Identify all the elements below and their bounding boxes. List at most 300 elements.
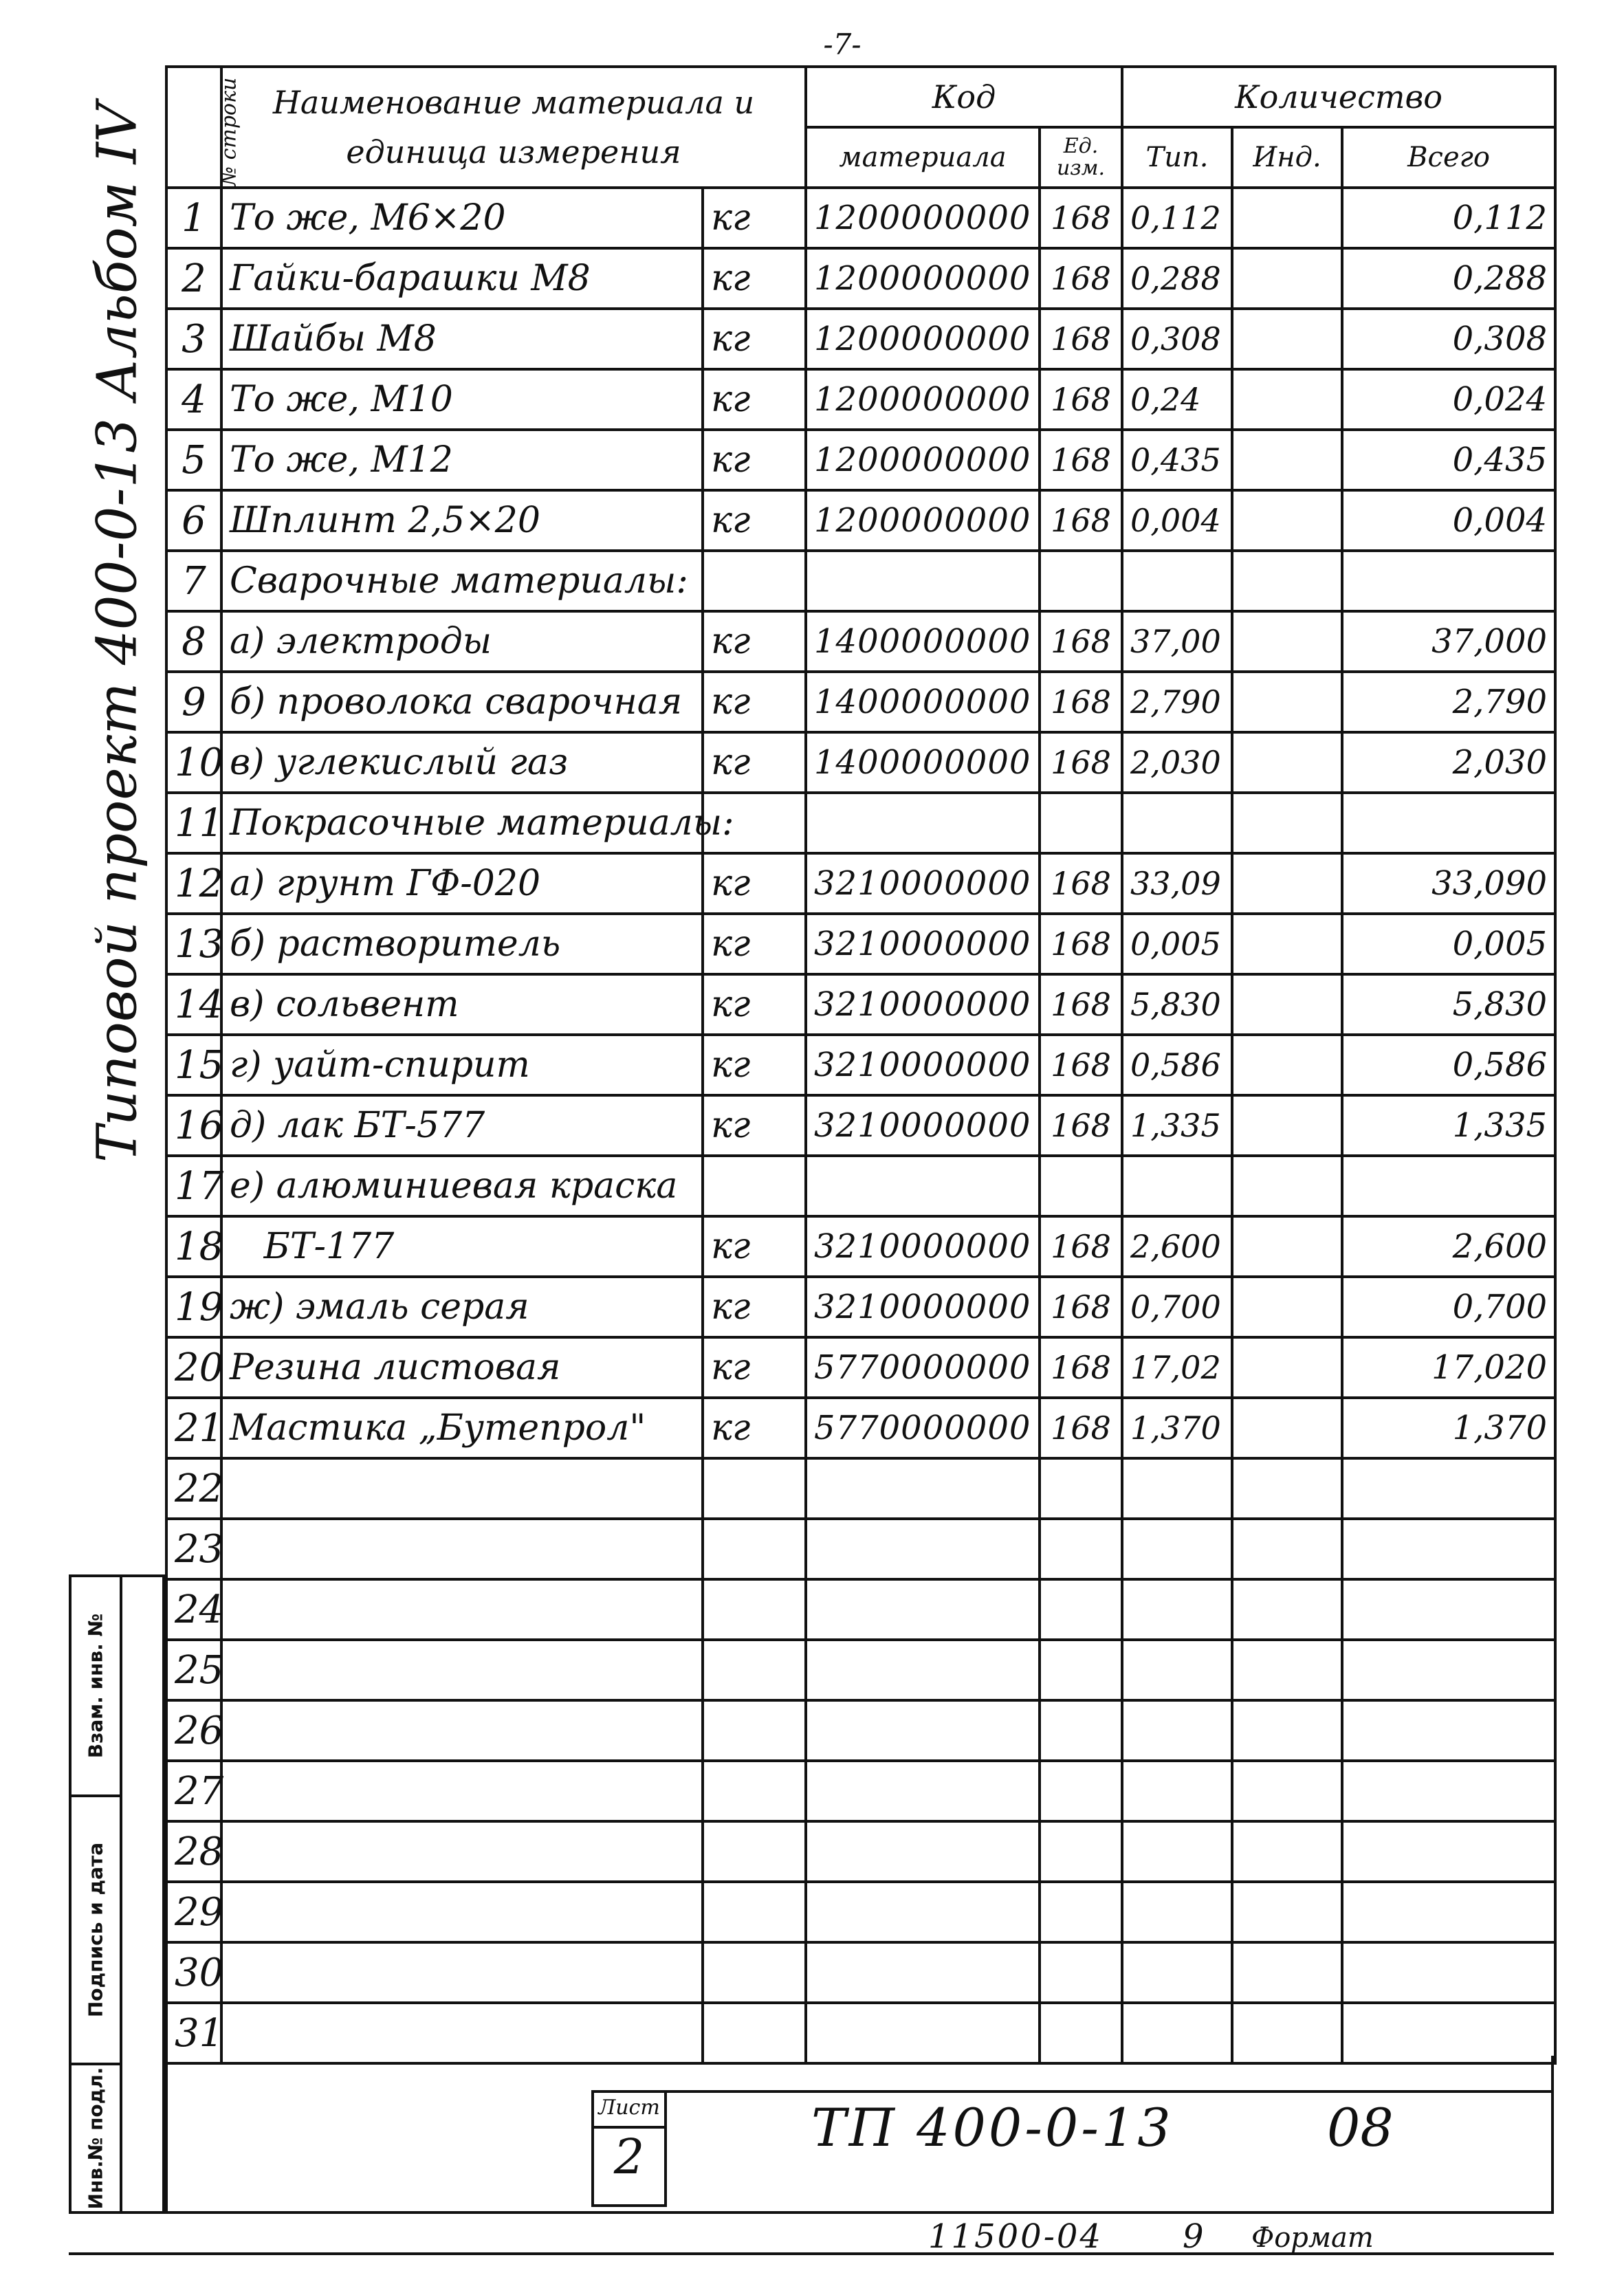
cell-name — [221, 1700, 703, 1761]
materials-table — [165, 65, 1557, 2065]
cell-typ — [1122, 1700, 1232, 1761]
cell-total — [1342, 1519, 1555, 1579]
side-field-replace — [72, 1577, 120, 1797]
table-row — [166, 793, 1555, 853]
table-row — [166, 1095, 1555, 1156]
cell-unit: кг — [703, 248, 806, 309]
cell-code: 3210000000 — [806, 1095, 1040, 1156]
side-stamp-box — [69, 1574, 165, 2214]
cell-code — [806, 1942, 1040, 2003]
cell-typ: 0,288 — [1122, 248, 1232, 309]
cell-name: е) алюминиевая краска — [221, 1156, 703, 1216]
cell-typ: 0,004 — [1122, 490, 1232, 551]
cell-typ: 2,790 — [1122, 672, 1232, 732]
cell-ind — [1232, 1277, 1342, 1337]
cell-unit: кг — [703, 369, 806, 430]
cell-name: ж) эмаль серая — [221, 1277, 703, 1337]
table-row — [166, 1519, 1555, 1579]
cell-name: Покрасочные материалы: — [221, 793, 703, 853]
cell-total: 0,435 — [1342, 430, 1555, 490]
cell-total — [1342, 1458, 1555, 1519]
cell-ind — [1232, 611, 1342, 672]
cell-ind — [1232, 309, 1342, 369]
table-row — [166, 974, 1555, 1035]
cell-ind — [1232, 1398, 1342, 1458]
cell-n: 18 — [166, 1216, 221, 1277]
cell-code — [806, 1458, 1040, 1519]
cell-unit: кг — [703, 1337, 806, 1398]
cell-ind — [1232, 1821, 1342, 1882]
cell-unit: кг — [703, 1095, 806, 1156]
cell-name — [221, 1579, 703, 1640]
cell-unit — [703, 1882, 806, 1942]
cell-code — [806, 1640, 1040, 1700]
cell-code: 1200000000 — [806, 188, 1040, 248]
cell-total: 0,112 — [1342, 188, 1555, 248]
cell-meas: 168 — [1040, 309, 1122, 369]
side-field-signature-label: Подпись и дата — [84, 1842, 107, 2018]
cell-typ: 0,435 — [1122, 430, 1232, 490]
cell-ind — [1232, 914, 1342, 974]
cell-total: 0,288 — [1342, 248, 1555, 309]
cell-typ — [1122, 1579, 1232, 1640]
cell-typ — [1122, 793, 1232, 853]
cell-code: 3210000000 — [806, 1035, 1040, 1095]
cell-meas: 168 — [1040, 853, 1122, 914]
cell-typ: 33,09 — [1122, 853, 1232, 914]
cell-unit — [703, 1458, 806, 1519]
cell-name — [221, 1519, 703, 1579]
cell-meas: 168 — [1040, 732, 1122, 793]
cell-typ: 0,308 — [1122, 309, 1232, 369]
cell-unit: кг — [703, 188, 806, 248]
cell-total — [1342, 1156, 1555, 1216]
cell-name: Гайки-барашки М8 — [221, 248, 703, 309]
cell-total: 1,370 — [1342, 1398, 1555, 1458]
cell-unit — [703, 551, 806, 611]
side-field-inventory — [72, 2065, 120, 2211]
cell-ind — [1232, 1216, 1342, 1277]
cell-unit — [703, 1579, 806, 1640]
table-row — [166, 732, 1555, 793]
cell-ind — [1232, 248, 1342, 309]
cell-total: 0,586 — [1342, 1035, 1555, 1095]
cell-typ: 0,112 — [1122, 188, 1232, 248]
cell-code — [806, 1761, 1040, 1821]
side-field-signature — [72, 1797, 120, 2065]
cell-n: 3 — [166, 309, 221, 369]
cell-name: Мастика „Бутепрол" — [221, 1398, 703, 1458]
table-row — [166, 1761, 1555, 1821]
table-row — [166, 1398, 1555, 1458]
cell-ind — [1232, 1519, 1342, 1579]
cell-name: г) уайт-спирит — [221, 1035, 703, 1095]
cell-unit: кг — [703, 1398, 806, 1458]
cell-ind — [1232, 1458, 1342, 1519]
cell-meas: 168 — [1040, 369, 1122, 430]
sheet-label: Лист — [594, 2093, 664, 2129]
cell-typ: 2,030 — [1122, 732, 1232, 793]
cell-n: 26 — [166, 1700, 221, 1761]
cell-code: 1200000000 — [806, 248, 1040, 309]
cell-typ — [1122, 1519, 1232, 1579]
cell-name — [221, 1761, 703, 1821]
cell-name: Резина листовая — [221, 1337, 703, 1398]
cell-meas — [1040, 1942, 1122, 2003]
footer-code: 11500-04 — [928, 2217, 1103, 2256]
cell-meas — [1040, 1761, 1122, 1821]
cell-total — [1342, 1761, 1555, 1821]
cell-name: а) электроды — [221, 611, 703, 672]
table-row — [166, 309, 1555, 369]
cell-code: 3210000000 — [806, 853, 1040, 914]
page-number: -7- — [823, 28, 862, 61]
header-qty-total: Всего — [1342, 127, 1555, 188]
cell-code: 3210000000 — [806, 974, 1040, 1035]
cell-n: 16 — [166, 1095, 221, 1156]
sheet-number: 2 — [613, 2129, 645, 2185]
cell-ind — [1232, 853, 1342, 914]
cell-total: 2,790 — [1342, 672, 1555, 732]
table-row — [166, 1942, 1555, 2003]
cell-meas — [1040, 1640, 1122, 1700]
cell-unit — [703, 1700, 806, 1761]
cell-code — [806, 1882, 1040, 1942]
cell-total: 1,335 — [1342, 1095, 1555, 1156]
header-code: Код — [806, 67, 1122, 127]
doc-page: 08 — [1327, 2097, 1394, 2158]
cell-unit — [703, 1761, 806, 1821]
cell-meas — [1040, 1821, 1122, 1882]
table-row — [166, 1882, 1555, 1942]
cell-n: 22 — [166, 1458, 221, 1519]
cell-code: 3210000000 — [806, 1216, 1040, 1277]
table-row — [166, 1156, 1555, 1216]
cell-name: Шайбы М8 — [221, 309, 703, 369]
cell-name — [221, 1821, 703, 1882]
table-row — [166, 1458, 1555, 1519]
table-row — [166, 490, 1555, 551]
cell-ind — [1232, 1035, 1342, 1095]
cell-name: Шплинт 2,5×20 — [221, 490, 703, 551]
cell-n: 25 — [166, 1640, 221, 1700]
cell-typ: 2,600 — [1122, 1216, 1232, 1277]
cell-total: 0,024 — [1342, 369, 1555, 430]
table-row — [166, 672, 1555, 732]
table-row — [166, 914, 1555, 974]
cell-meas: 168 — [1040, 248, 1122, 309]
cell-typ: 0,24 — [1122, 369, 1232, 430]
cell-total: 0,308 — [1342, 309, 1555, 369]
cell-code — [806, 1519, 1040, 1579]
cell-typ — [1122, 1942, 1232, 2003]
cell-name — [221, 1942, 703, 2003]
cell-n: 8 — [166, 611, 221, 672]
cell-n: 23 — [166, 1519, 221, 1579]
cell-n: 27 — [166, 1761, 221, 1821]
table-row — [166, 369, 1555, 430]
cell-total — [1342, 1821, 1555, 1882]
cell-unit: кг — [703, 732, 806, 793]
cell-n: 21 — [166, 1398, 221, 1458]
cell-unit — [703, 1519, 806, 1579]
cell-code: 5770000000 — [806, 1337, 1040, 1398]
cell-meas — [1040, 1700, 1122, 1761]
cell-n: 30 — [166, 1942, 221, 2003]
cell-ind — [1232, 188, 1342, 248]
cell-code: 5770000000 — [806, 1398, 1040, 1458]
cell-n: 31 — [166, 2003, 221, 2063]
cell-name — [221, 1458, 703, 1519]
cell-n: 1 — [166, 188, 221, 248]
cell-total — [1342, 1942, 1555, 2003]
table-row — [166, 1700, 1555, 1761]
cell-meas: 168 — [1040, 1035, 1122, 1095]
cell-total — [1342, 551, 1555, 611]
cell-total — [1342, 1640, 1555, 1700]
cell-n: 7 — [166, 551, 221, 611]
side-title — [65, 83, 168, 1183]
cell-meas: 168 — [1040, 1216, 1122, 1277]
cell-code: 3210000000 — [806, 1277, 1040, 1337]
cell-typ: 5,830 — [1122, 974, 1232, 1035]
cell-n: 14 — [166, 974, 221, 1035]
cell-unit — [703, 1942, 806, 2003]
table-row — [166, 430, 1555, 490]
cell-n: 17 — [166, 1156, 221, 1216]
cell-n: 20 — [166, 1337, 221, 1398]
cell-code: 1400000000 — [806, 672, 1040, 732]
sheet-box — [591, 2090, 667, 2207]
footer-format: Формат — [1251, 2222, 1374, 2254]
cell-meas: 168 — [1040, 914, 1122, 974]
cell-unit: кг — [703, 1216, 806, 1277]
side-field-inventory-label: Инв.№ подл. — [84, 2067, 107, 2210]
header-code-material: материала — [806, 127, 1040, 188]
cell-ind — [1232, 1640, 1342, 1700]
cell-unit — [703, 1640, 806, 1700]
header-row-1 — [166, 67, 1555, 127]
header-qty-ind: Инд. — [1232, 127, 1342, 188]
cell-unit: кг — [703, 974, 806, 1035]
cell-meas: 168 — [1040, 1277, 1122, 1337]
table-row — [166, 853, 1555, 914]
cell-total — [1342, 1579, 1555, 1640]
table-row — [166, 1337, 1555, 1398]
cell-unit: кг — [703, 1277, 806, 1337]
cell-ind — [1232, 1579, 1342, 1640]
cell-code — [806, 1700, 1040, 1761]
cell-code: 1400000000 — [806, 732, 1040, 793]
cell-total: 17,020 — [1342, 1337, 1555, 1398]
cell-n: 4 — [166, 369, 221, 430]
cell-meas: 168 — [1040, 672, 1122, 732]
cell-total: 37,000 — [1342, 611, 1555, 672]
cell-ind — [1232, 1761, 1342, 1821]
cell-meas — [1040, 793, 1122, 853]
cell-meas — [1040, 1882, 1122, 1942]
cell-name: а) грунт ГФ-020 — [221, 853, 703, 914]
cell-code: 1200000000 — [806, 490, 1040, 551]
cell-code — [806, 2003, 1040, 2063]
cell-unit: кг — [703, 430, 806, 490]
cell-meas — [1040, 2003, 1122, 2063]
cell-ind — [1232, 551, 1342, 611]
cell-meas: 168 — [1040, 1398, 1122, 1458]
table-row — [166, 1216, 1555, 1277]
cell-meas: 168 — [1040, 430, 1122, 490]
cell-name — [221, 2003, 703, 2063]
doc-code: ТП 400-0-13 — [811, 2097, 1174, 2158]
cell-meas: 168 — [1040, 974, 1122, 1035]
cell-ind — [1232, 490, 1342, 551]
cell-ind — [1232, 1095, 1342, 1156]
cell-code: 1200000000 — [806, 369, 1040, 430]
cell-ind — [1232, 1882, 1342, 1942]
cell-meas: 168 — [1040, 490, 1122, 551]
table-row — [166, 1579, 1555, 1640]
cell-typ: 0,700 — [1122, 1277, 1232, 1337]
cell-ind — [1232, 369, 1342, 430]
cell-ind — [1232, 2003, 1342, 2063]
cell-unit: кг — [703, 672, 806, 732]
cell-total: 2,030 — [1342, 732, 1555, 793]
cell-meas — [1040, 1156, 1122, 1216]
cell-code — [806, 1579, 1040, 1640]
cell-total — [1342, 2003, 1555, 2063]
cell-n: 6 — [166, 490, 221, 551]
cell-unit: кг — [703, 611, 806, 672]
cell-meas — [1040, 551, 1122, 611]
cell-n: 10 — [166, 732, 221, 793]
cell-n: 28 — [166, 1821, 221, 1882]
cell-code — [806, 793, 1040, 853]
cell-name: То же, М6×20 — [221, 188, 703, 248]
cell-typ: 1,335 — [1122, 1095, 1232, 1156]
header-name: Наименование материала и единица измерения — [221, 67, 806, 188]
cell-code: 3210000000 — [806, 914, 1040, 974]
cell-n: 24 — [166, 1579, 221, 1640]
cell-total — [1342, 793, 1555, 853]
cell-total: 0,700 — [1342, 1277, 1555, 1337]
cell-typ: 1,370 — [1122, 1398, 1232, 1458]
cell-meas: 168 — [1040, 611, 1122, 672]
cell-typ — [1122, 1882, 1232, 1942]
cell-n: 2 — [166, 248, 221, 309]
cell-code — [806, 1821, 1040, 1882]
table-row — [166, 248, 1555, 309]
cell-name — [221, 1640, 703, 1700]
cell-total: 5,830 — [1342, 974, 1555, 1035]
cell-unit — [703, 1821, 806, 1882]
cell-typ — [1122, 551, 1232, 611]
cell-typ — [1122, 1761, 1232, 1821]
table-body — [166, 188, 1555, 2063]
cell-n: 19 — [166, 1277, 221, 1337]
header-quantity: Количество — [1122, 67, 1555, 127]
cell-name: в) сольвент — [221, 974, 703, 1035]
cell-code — [806, 551, 1040, 611]
cell-n: 9 — [166, 672, 221, 732]
cell-typ: 0,005 — [1122, 914, 1232, 974]
cell-ind — [1232, 732, 1342, 793]
cell-name: БТ-177 — [221, 1216, 703, 1277]
cell-meas: 168 — [1040, 1337, 1122, 1398]
title-block-divider — [667, 2090, 1554, 2093]
cell-total: 33,090 — [1342, 853, 1555, 914]
cell-ind — [1232, 974, 1342, 1035]
cell-name: д) лак БТ-577 — [221, 1095, 703, 1156]
side-stamp-divider — [120, 1577, 122, 2211]
cell-n: 5 — [166, 430, 221, 490]
cell-name: б) растворитель — [221, 914, 703, 974]
cell-meas — [1040, 1519, 1122, 1579]
cell-typ — [1122, 1156, 1232, 1216]
cell-typ: 17,02 — [1122, 1337, 1232, 1398]
footer-number: 9 — [1183, 2217, 1204, 2256]
cell-unit: кг — [703, 1035, 806, 1095]
cell-typ: 37,00 — [1122, 611, 1232, 672]
cell-total — [1342, 1700, 1555, 1761]
table-row — [166, 1640, 1555, 1700]
cell-name — [221, 1882, 703, 1942]
cell-typ: 0,586 — [1122, 1035, 1232, 1095]
cell-ind — [1232, 430, 1342, 490]
header-qty-typ: Тип. — [1122, 127, 1232, 188]
cell-n: 15 — [166, 1035, 221, 1095]
table-row — [166, 611, 1555, 672]
cell-ind — [1232, 1700, 1342, 1761]
table-row — [166, 1821, 1555, 1882]
cell-n: 11 — [166, 793, 221, 853]
cell-ind — [1232, 1337, 1342, 1398]
cell-name: в) углекислый газ — [221, 732, 703, 793]
cell-unit: кг — [703, 309, 806, 369]
cell-meas — [1040, 1579, 1122, 1640]
cell-ind — [1232, 1156, 1342, 1216]
cell-name: То же, М12 — [221, 430, 703, 490]
cell-total: 2,600 — [1342, 1216, 1555, 1277]
cell-meas — [1040, 1458, 1122, 1519]
cell-typ — [1122, 2003, 1232, 2063]
cell-unit: кг — [703, 490, 806, 551]
cell-meas: 168 — [1040, 1095, 1122, 1156]
cell-total — [1342, 1882, 1555, 1942]
cell-typ — [1122, 1640, 1232, 1700]
cell-unit: кг — [703, 853, 806, 914]
cell-unit: кг — [703, 914, 806, 974]
header-code-unit: Ед. изм. — [1040, 127, 1122, 188]
cell-name: То же, М10 — [221, 369, 703, 430]
side-title-text: Типовой проект 400-0-13 Альбом IV — [85, 102, 149, 1163]
cell-ind — [1232, 793, 1342, 853]
cell-code — [806, 1156, 1040, 1216]
cell-n: 29 — [166, 1882, 221, 1942]
cell-total: 0,004 — [1342, 490, 1555, 551]
cell-unit — [703, 2003, 806, 2063]
header-row-no: № строки — [166, 67, 221, 188]
table-row — [166, 2003, 1555, 2063]
table-row — [166, 1277, 1555, 1337]
cell-unit — [703, 1156, 806, 1216]
table-row — [166, 1035, 1555, 1095]
cell-total: 0,005 — [1342, 914, 1555, 974]
cell-ind — [1232, 1942, 1342, 2003]
cell-n: 12 — [166, 853, 221, 914]
cell-n: 13 — [166, 914, 221, 974]
cell-typ — [1122, 1821, 1232, 1882]
cell-code: 1200000000 — [806, 309, 1040, 369]
